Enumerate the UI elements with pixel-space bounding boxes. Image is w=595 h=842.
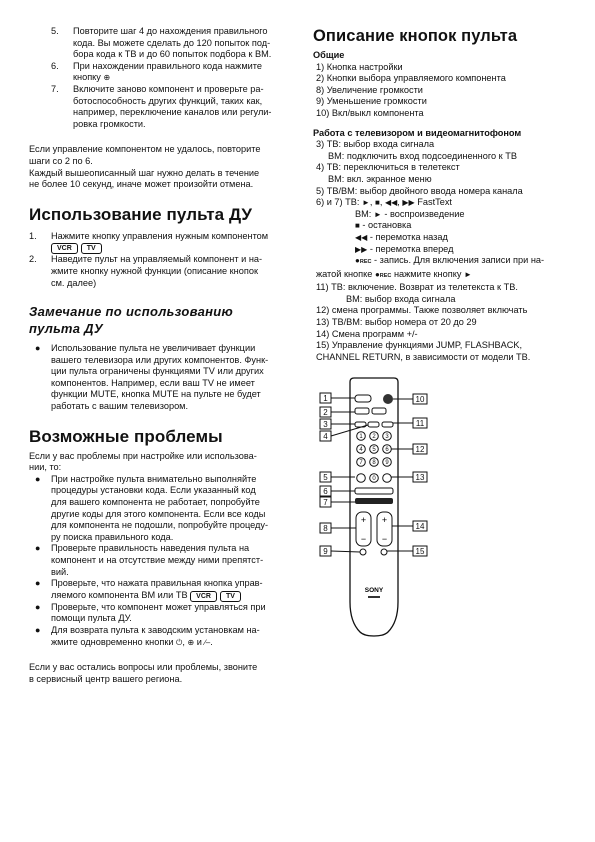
- jump-button: [381, 549, 387, 555]
- svg-text:3: 3: [323, 420, 328, 429]
- item-67b: ВМ: ► - воспроизведение: [355, 208, 465, 219]
- transport-row-1: [355, 488, 393, 494]
- general-item-2: 2) Кнопки выбора управляемого компонента: [316, 73, 506, 84]
- item-14: 14) Смена программ +/-: [316, 328, 418, 339]
- svg-text:5: 5: [372, 447, 376, 453]
- svg-text:13: 13: [415, 473, 425, 482]
- item-15b: CHANNEL RETURN, в зависимости от модели ТВ.: [316, 351, 531, 362]
- svg-text:8: 8: [323, 524, 328, 533]
- remote-control-illustration: [318, 376, 430, 644]
- vcr-pill-icon: VCR: [51, 243, 78, 254]
- problem-bullet-5: ● Для возврата пульта к заводским установкам на- жмите одновременно кнопки ⏻, ⊕ и ∕–.: [35, 624, 260, 647]
- general-title: Общие: [313, 50, 345, 60]
- right-column: [313, 26, 571, 363]
- svg-text:1: 1: [359, 434, 363, 440]
- power-icon: ⏻: [176, 637, 183, 647]
- svg-text:6: 6: [385, 447, 389, 453]
- problem-bullet-3: ● Проверьте, что нажата правильная кнопка управ- ляемого компонента ВМ или ТВ VCR TV: [35, 578, 263, 600]
- svg-text:0: 0: [372, 476, 376, 482]
- item-12: 12) смена программы. Также позволяет включать: [316, 305, 528, 316]
- forward-icon: ▶▶: [402, 198, 415, 208]
- svg-text:8: 8: [372, 460, 376, 466]
- problems-intro: Если у вас проблемы при настройке или использова- нии, то:: [29, 450, 257, 473]
- item-67e: ▶▶ - перемотка вперед: [355, 243, 454, 254]
- tv-vcr-title: Работа с телевизором и видеомагнитофоном: [313, 127, 522, 138]
- retry-paragraph: Если управление компонентом не удалось, повторите шаги со 2 по 6. Каждый вышеописанный шаг нужно делать в течение не более 10 секунд, иначе может произойти отмена.: [29, 144, 261, 190]
- problem-bullet-2: ● Проверьте правильность наведения пульта на компонент и на отсутствие между ними препятст- вий.: [35, 543, 264, 577]
- item-67c: ■ - остановка: [355, 220, 412, 231]
- item-5: 5) ТВ/ВМ: выбор двойного ввода номера канала: [316, 185, 523, 196]
- heading-note: Замечание по использованию пульта ДУ: [29, 304, 234, 337]
- vcr-button: [355, 408, 369, 414]
- item-11b: ВМ: выбор входа сигнала: [346, 293, 456, 304]
- svg-text:9: 9: [385, 460, 389, 466]
- svg-text:1: 1: [323, 394, 328, 403]
- svg-text:9: 9: [323, 547, 328, 556]
- item-13: 13) ТВ/ВМ: выбор номера от 20 до 29: [316, 317, 477, 328]
- item-67g: жатой кнопке ●REC нажмите кнопку ►: [316, 268, 472, 279]
- usage-step-2: 2. Наведите пульт на управляемый компонент и на- жмите кнопку нужной функции (описание кнопок см. далее): [29, 254, 263, 288]
- step-7: 7. Включите заново компонент и проверьте ра- ботоспособность других функций, таких как, например, переключение каналов или регули- ровка громкости.: [51, 83, 272, 129]
- item-67d: ◀◀ - перемотка назад: [355, 231, 448, 242]
- svg-text:−: −: [381, 534, 388, 544]
- note-bullet: ● Использование пульта не увеличивает функции вашего телевизора или других компонентов. Функ- ции пульта ограничены функциями TV или других компонентов. Например, если ваш TV не имеет функции MUTE, кнопка MUTE на пульте не будет работать с вашим телевизором.: [35, 343, 269, 412]
- rewind-icon: ◀◀: [384, 198, 398, 208]
- general-item-9: 9) Уменьшение громкости: [316, 96, 427, 107]
- svg-text:7: 7: [323, 498, 328, 507]
- mute-button: [360, 549, 366, 555]
- tv-pill-icon: TV: [81, 243, 102, 254]
- teletext-button: [368, 422, 379, 427]
- item-67f: ●REC - запись. Для включения записи при на-: [355, 255, 545, 266]
- item-3a: 3) ТВ: выбор входа сигнала: [316, 139, 435, 150]
- step-5: 5. Повторите шаг 4 до нахождения правильного кода. Вы можете сделать до 120 попыток под- бора кода к ТВ и до 60 попыток подбора к ВМ.: [51, 26, 272, 60]
- item-3b: ВМ: подключить вход подсоединенного к ТВ: [328, 150, 517, 161]
- usage-step-1: 1. Нажмите кнопку управления нужным компонентом VCR TV: [29, 230, 269, 253]
- rewind-icon: ◀◀: [355, 232, 368, 242]
- general-item-10: 10) Вкл/выкл компонента: [316, 107, 424, 118]
- svg-text:−: −: [360, 534, 367, 544]
- stop-icon: ■: [355, 221, 360, 231]
- power-button: [383, 394, 393, 404]
- play-icon: ►: [373, 209, 382, 219]
- svg-text:+: +: [360, 515, 367, 525]
- stop-icon: ■: [375, 198, 380, 208]
- record-icon: ●REC: [374, 269, 392, 279]
- svg-text:3: 3: [385, 434, 389, 440]
- vcr-pill-icon: VCR: [190, 591, 217, 602]
- svg-text:2: 2: [372, 434, 376, 440]
- svg-text:6: 6: [323, 487, 328, 496]
- general-item-8: 8) Увеличение громкости: [316, 84, 423, 95]
- general-item-1: 1) Кнопка настройки: [316, 61, 403, 72]
- tv-button: [372, 408, 386, 414]
- item-4b: ВМ: вкл. экранное меню: [328, 173, 432, 184]
- svg-text:11: 11: [415, 419, 425, 428]
- transport-row-2: [355, 498, 393, 504]
- heading-buttons: Описание кнопок пульта: [313, 27, 518, 45]
- svg-text:2: 2: [323, 408, 328, 417]
- heading-usage: Использование пульта ДУ: [29, 204, 253, 224]
- step-6: 6. При нахождении правильного кода нажмите кнопку ⊕︎: [51, 60, 262, 83]
- record-icon: ●REC: [355, 256, 372, 266]
- svg-text:14: 14: [415, 522, 425, 531]
- tv-input-button: [382, 422, 393, 427]
- svg-text:4: 4: [359, 447, 363, 453]
- svg-text:7: 7: [359, 460, 363, 466]
- callout-left-labels: [323, 394, 328, 556]
- item-15a: 15) Управление функциями JUMP, FLASHBACK,: [316, 340, 523, 351]
- callout-right-labels: [416, 395, 425, 556]
- problem-bullet-1: ● При настройке пульта внимательно выполняйте процедуры установки кода. Если указанный код для вашего компонента не работает, попробуйте другие коды для этого компонента. Если все коды для компонента не подошли, попробуйте процеду- ру поиска правильного кода.: [35, 473, 269, 542]
- heading-problems: Возможные проблемы: [29, 426, 223, 446]
- setup-button-icon: ⊕︎: [103, 73, 111, 83]
- forward-icon: ▶▶: [355, 244, 368, 254]
- svg-text:15: 15: [415, 547, 425, 556]
- svg-text:+: +: [381, 515, 388, 525]
- left-column: [29, 26, 292, 685]
- problem-bullet-4: ● Проверьте, что компонент может управляться при помощи пульта ДУ.: [35, 601, 266, 624]
- setup-button: [355, 395, 371, 402]
- tv-pill-icon: TV: [220, 591, 241, 602]
- item-11a: 11) ТВ: включение. Возврат из телетекста к ТВ.: [316, 282, 518, 293]
- mute-icon: ∕–: [204, 637, 211, 647]
- play-icon: ►: [361, 198, 370, 208]
- item-67a: 6) и 7) ТВ: ►, ■, ◀◀, ▶▶ FastText: [316, 197, 452, 208]
- brand-logo: SONY: [364, 587, 384, 594]
- svg-text:5: 5: [323, 473, 328, 482]
- svg-text:12: 12: [415, 445, 425, 454]
- play-icon: ►: [463, 269, 472, 279]
- final-paragraph: Если у вас остались вопросы или проблемы, звоните в сервисный центр вашего региона.: [29, 662, 258, 684]
- svg-text:10: 10: [415, 395, 425, 404]
- item-4a: 4) ТВ: переключиться в телетекст: [316, 162, 460, 173]
- setup-icon: ⊕: [187, 637, 195, 647]
- svg-text:4: 4: [323, 432, 328, 441]
